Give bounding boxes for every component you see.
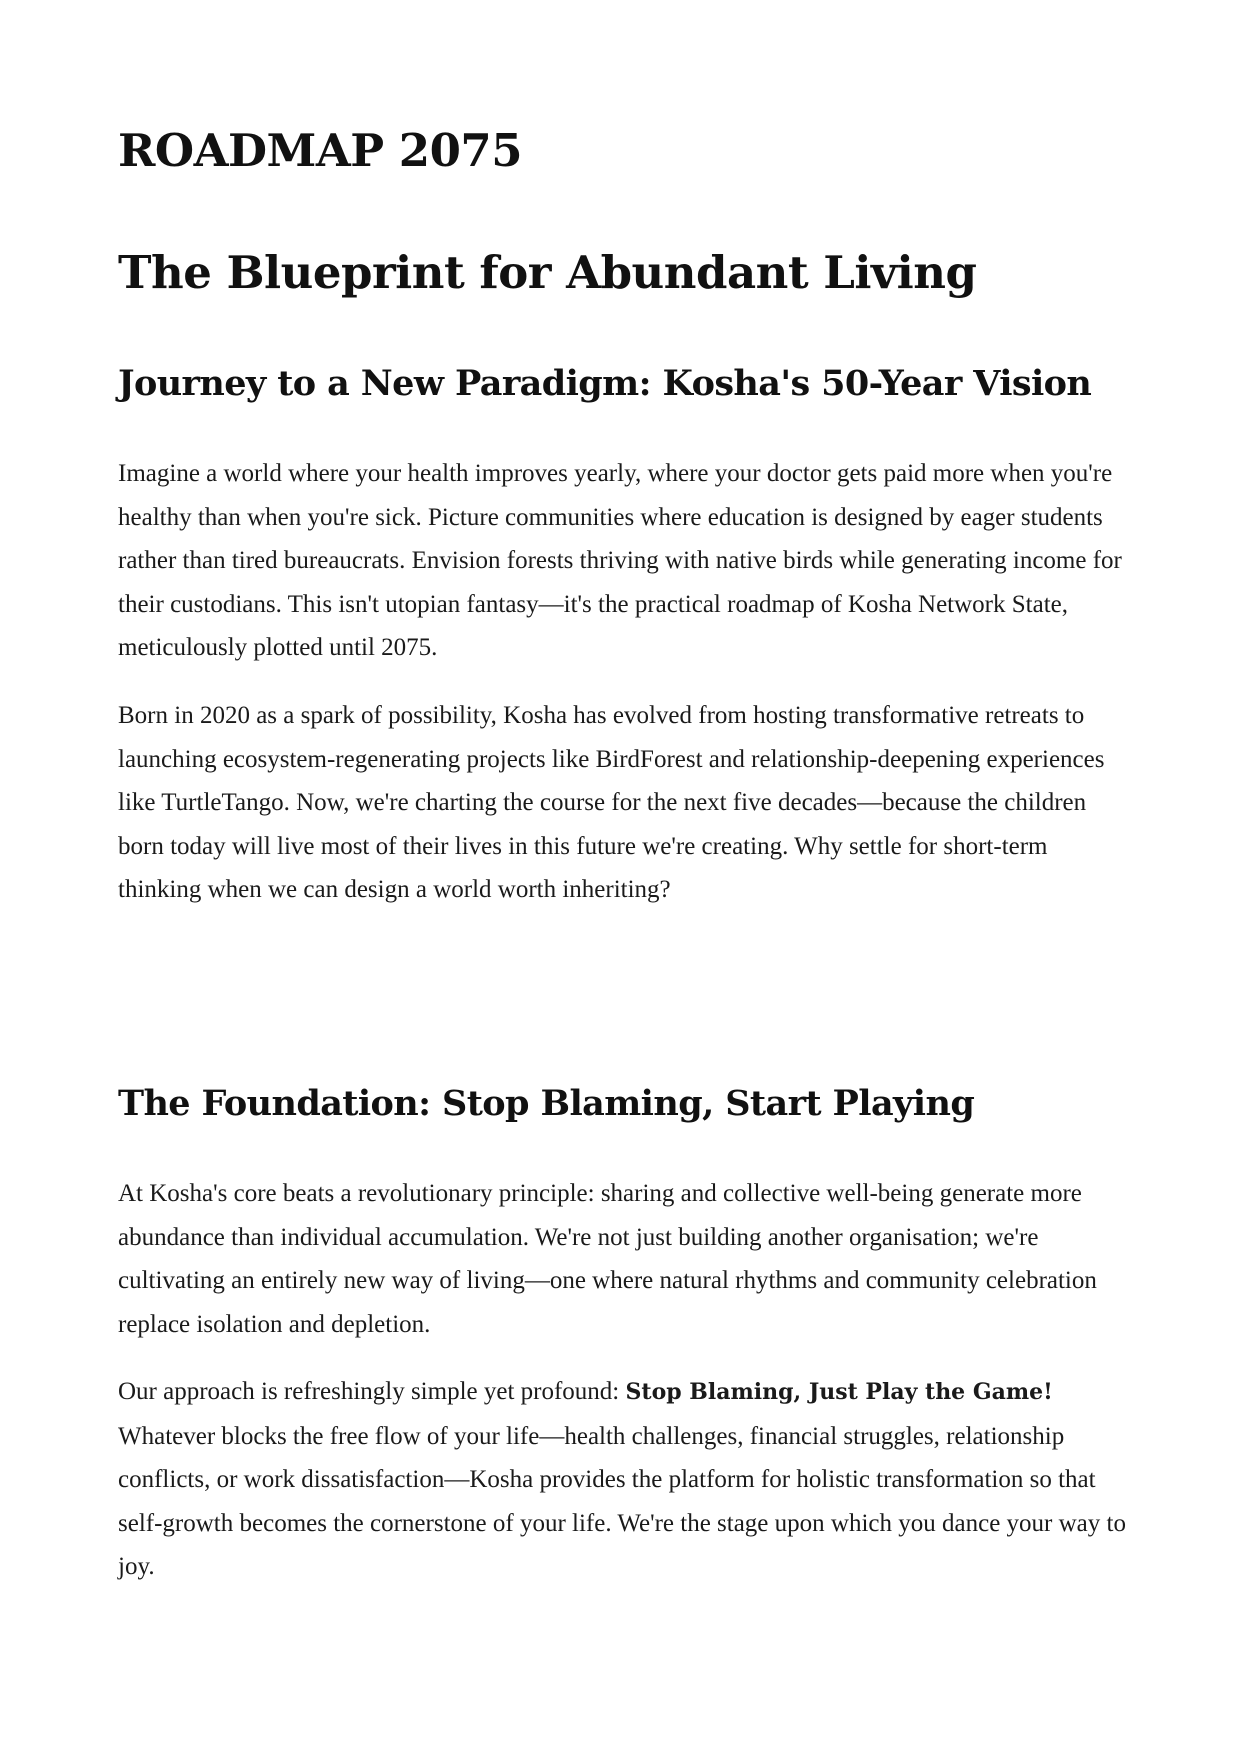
approach-emphasis-text: Stop Blaming, Just Play the Game! [625, 1379, 1053, 1405]
document-title: ROADMAP 2075 [118, 124, 523, 177]
document-subtitle: The Blueprint for Abundant Living [118, 246, 977, 299]
section-heading-foundation: The Foundation: Stop Blaming, Start Playing [118, 1083, 975, 1124]
paragraph-approach [118, 1370, 1128, 1589]
paragraph-vision-intro: Imagine a world where your health improves yearly, where your doctor gets paid more when you're healthy than when you're sick. Picture communities where education is designed by eager students rather than tired bureaucrats. Envision forests thriving with native birds while generating income for their custodians. This isn't utopian fantasy—it's the practical roadmap of Kosha Network State, meticulously plotted until 2075. [118, 460, 1122, 661]
approach-lead-text: Our approach is refreshingly simple yet profound: [118, 1378, 626, 1405]
paragraph-core-principle: At Kosha's core beats a revolutionary principle: sharing and collective well-being generate more abundance than individual accumulation. We're not just building another organisation; we're cultivating an entirely new way of living—one where natural rhythms and community celebration replace isolation and depletion. [118, 1180, 1097, 1338]
paragraph-kosha-origin: Born in 2020 as a spark of possibility, Kosha has evolved from hosting transformative retreats to launching ecosystem-regenerating projects like BirdForest and relationship-deepening experiences like TurtleTango. Now, we're charting the course for the next five decades—because the children born today will live most of their lives in this future we're creating. Why settle for short-term thinking when we can design a world worth inheriting? [118, 702, 1105, 903]
section-heading-journey: Journey to a New Paradigm: Kosha's 50-Year Vision [118, 363, 1092, 404]
approach-rest-text: Whatever blocks the free flow of your life—health challenges, financial struggles, relationship conflicts, or work dissatisfaction—Kosha provides the platform for holistic transformation so that self-growth becomes the cornerstone of your life. We're the stage upon which you dance your way to joy. [118, 1422, 1126, 1580]
